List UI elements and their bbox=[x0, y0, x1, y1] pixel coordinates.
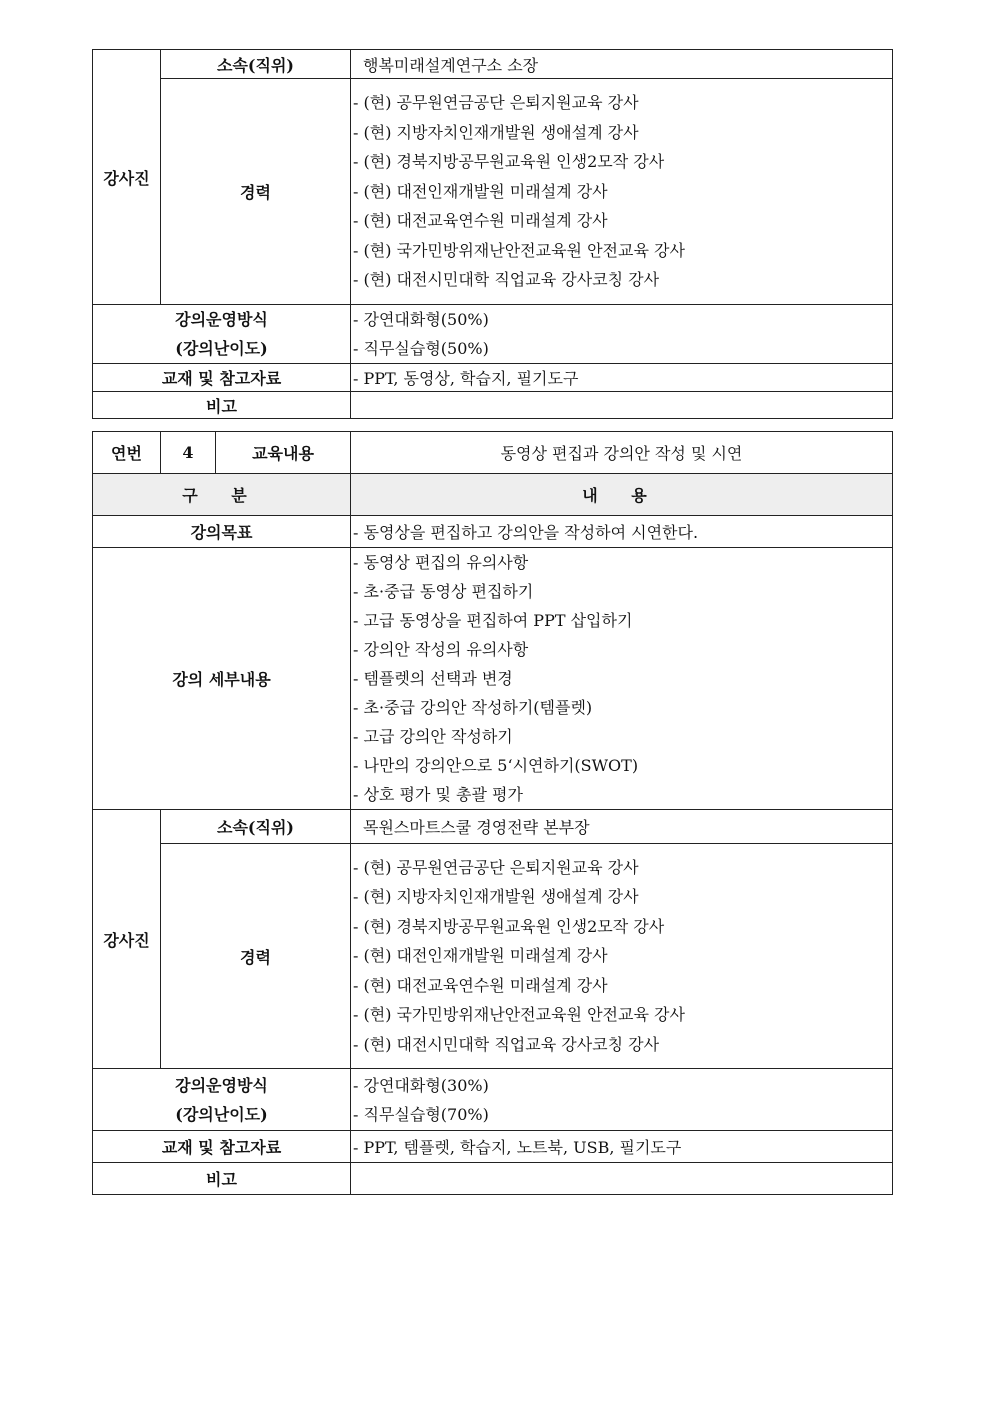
detail-item: - 고급 강의안 작성하기 bbox=[353, 727, 513, 746]
detail-item: - 고급 동영상을 편집하여 PPT 삽입하기 bbox=[353, 611, 633, 630]
affiliation-label: 소속(직위) bbox=[161, 50, 351, 79]
method-label-line: 강의운영방식 bbox=[175, 310, 268, 329]
content-label: 교육내용 bbox=[216, 432, 351, 474]
materials-value: - PPT, 동영상, 학습지, 필기도구 bbox=[351, 364, 893, 392]
career-item: - (현) 대전인재개발원 미래설계 강사 bbox=[353, 181, 608, 201]
instructor-label: 강사진 bbox=[93, 50, 161, 305]
note-value bbox=[351, 1163, 893, 1195]
materials-value: - PPT, 템플렛, 학습지, 노트북, USB, 필기도구 bbox=[351, 1131, 893, 1163]
detail-item: - 상호 평가 및 총괄 평가 bbox=[353, 785, 523, 804]
career-item: - (현) 공무원연금공단 은퇴지원교육 강사 bbox=[353, 857, 639, 877]
affiliation-label: 소속(직위) bbox=[161, 810, 351, 844]
goal-label: 강의목표 bbox=[93, 516, 351, 548]
category-header-text: 구 분 bbox=[182, 486, 261, 505]
detail-item: - 나만의 강의안으로 5‘시연하기(SWOT) bbox=[353, 756, 639, 775]
method-label-line: (강의난이도) bbox=[175, 1104, 268, 1124]
career-item: - (현) 지방자치인재개발원 생애설계 강사 bbox=[353, 122, 639, 142]
detail-item: - 초·중급 동영상 편집하기 bbox=[353, 582, 534, 601]
career-item: - (현) 지방자치인재개발원 생애설계 강사 bbox=[353, 887, 639, 907]
career-item: - (현) 대전교육연수원 미래설계 강사 bbox=[353, 975, 608, 995]
career-item: - (현) 국가민방위재난안전교육원 안전교육 강사 bbox=[353, 1005, 685, 1025]
seq-label: 연번 bbox=[93, 432, 161, 474]
materials-label: 교재 및 참고자료 bbox=[93, 1131, 351, 1163]
career-item: - (현) 국가민방위재난안전교육원 안전교육 강사 bbox=[353, 240, 685, 260]
affiliation-value: 행복미래설계연구소 소장 bbox=[351, 50, 893, 79]
career-item: - (현) 대전시민대학 직업교육 강사코칭 강사 bbox=[353, 270, 660, 290]
career-list bbox=[351, 79, 893, 305]
details-label: 강의 세부내용 bbox=[93, 548, 351, 810]
career-list bbox=[351, 844, 893, 1069]
content-value: 동영상 편집과 강의안 작성 및 시연 bbox=[351, 432, 893, 474]
affiliation-value: 목원스마트스쿨 경영전략 본부장 bbox=[351, 810, 893, 844]
detail-item: - 강의안 작성의 유의사항 bbox=[353, 640, 529, 659]
detail-list bbox=[351, 548, 893, 810]
method-list bbox=[351, 1069, 893, 1131]
career-item: - (현) 대전교육연수원 미래설계 강사 bbox=[353, 211, 608, 231]
goal-value: - 동영상을 편집하고 강의안을 작성하여 시연한다. bbox=[351, 516, 893, 548]
detail-header-text: 내 용 bbox=[582, 486, 661, 505]
method-item: - 강연대화형(30%) bbox=[353, 1075, 489, 1095]
career-item: - (현) 공무원연금공단 은퇴지원교육 강사 bbox=[353, 93, 639, 113]
career-item: - (현) 경북지방공무원교육원 인생2모작 강사 bbox=[353, 916, 665, 936]
seq-value: 4 bbox=[161, 432, 216, 474]
career-label: 경력 bbox=[161, 844, 351, 1069]
method-item: - 강연대화형(50%) bbox=[353, 310, 489, 329]
method-list bbox=[351, 305, 893, 364]
career-item: - (현) 대전시민대학 직업교육 강사코칭 강사 bbox=[353, 1034, 660, 1054]
method-label bbox=[93, 305, 351, 364]
method-label-line: (강의난이도) bbox=[175, 339, 268, 358]
detail-item: - 초·중급 강의안 작성하기(템플렛) bbox=[353, 698, 593, 717]
method-label-line: 강의운영방식 bbox=[175, 1075, 268, 1095]
career-item: - (현) 대전인재개발원 미래설계 강사 bbox=[353, 946, 608, 966]
materials-label: 교재 및 참고자료 bbox=[93, 364, 351, 392]
note-value bbox=[351, 392, 893, 419]
detail-header bbox=[351, 474, 893, 516]
instructor-table-1 bbox=[92, 49, 893, 419]
note-label: 비고 bbox=[93, 1163, 351, 1195]
category-header bbox=[93, 474, 351, 516]
detail-item: - 동영상 편집의 유의사항 bbox=[353, 553, 529, 572]
method-label bbox=[93, 1069, 351, 1131]
method-item: - 직무실습형(50%) bbox=[353, 339, 489, 358]
detail-item: - 템플렛의 선택과 변경 bbox=[353, 669, 513, 688]
method-item: - 직무실습형(70%) bbox=[353, 1104, 489, 1124]
instructor-label: 강사진 bbox=[93, 810, 161, 1069]
career-label: 경력 bbox=[161, 79, 351, 305]
career-item: - (현) 경북지방공무원교육원 인생2모작 강사 bbox=[353, 152, 665, 172]
course-table-4 bbox=[92, 431, 893, 1195]
note-label: 비고 bbox=[93, 392, 351, 419]
